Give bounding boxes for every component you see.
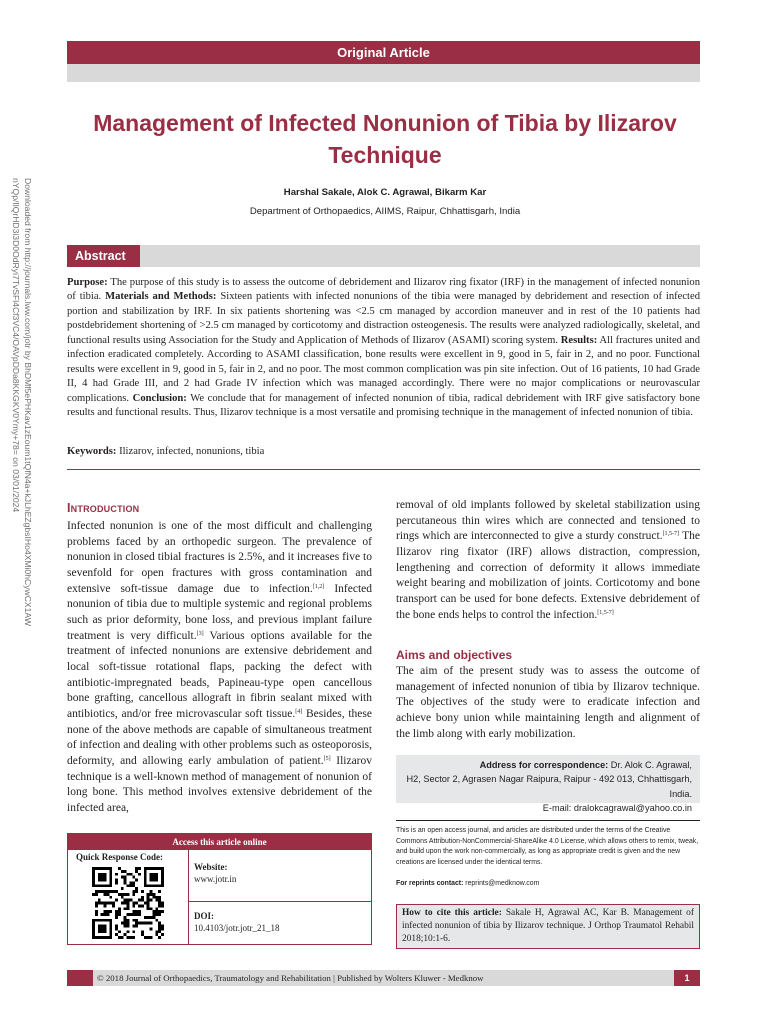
- reprints-label: For reprints contact:: [396, 880, 464, 887]
- watermark-line-2: nYQp/IlQrHD3i3D0OdRyi7TvSFl4Cf3VC4/OAVpDDa8KKGKV0Ymy+78= on 03/01/2024: [11, 178, 21, 513]
- intro-text-6: removal of old implants followed by skeletal stabilization using percutaneous thin wires which are connected and tensioned to rings which are interconnected to give a sturdy construct.: [396, 499, 700, 543]
- correspondence-email[interactable]: E-mail: dralokcagrawal@yahoo.co.in: [542, 803, 692, 814]
- introduction-continued: [396, 498, 700, 623]
- citation-ref: [1,2]: [312, 583, 325, 590]
- intro-text-1: Infected nonunion is one of the most difficult and challenging problems faced by an orthopedic surgeon. The prevalence of nonunion in closed tibial fractures is 2.5%, and it increases five to sevenfold for open fractures with gross contamination and extensive soft-tissue damage due to infection.: [67, 520, 372, 595]
- correspondence-label: Address for correspondence:: [479, 760, 609, 770]
- abstract-heading-band: [67, 245, 700, 267]
- author-list: Harshal Sakale, Alok C. Agrawal, Bikarm Kar: [283, 187, 487, 198]
- intro-text-5: Ilizarov technique is a well-known method of management of nonunion of long bone. This method involves extensive debridement of the infected area,: [67, 754, 373, 814]
- conclusion-text: We conclude that for management of infected nonunion of tibia, radical debridement with IRF give satisfactory bone results and functional results. Thus, Ilizarov technique is a most versatile and promising technique in the management of infected nonunion of tibia.: [67, 392, 700, 419]
- header-band: [67, 64, 700, 82]
- intro-text-3: Various options available for the treatment of infected nonunions are extensive debridement and local soft-tissue rotational flaps, packing the defect with antibiotic-impregnated beads, Papineau-type open cancellous bone grafting, cancellous allograft in fibrin sealant mixed with antibiotics, and/or free microvascular soft tissue.: [67, 629, 372, 720]
- intro-text-7: The Ilizarov ring fixator (IRF) allows distraction, compression, lengthening and correction of deformity it allows immediate weight bearing and mobilization of joints. Corticotomy and bone transport can be used for bone defects. Extensive debridement of the bone ends helps to control the infection.: [396, 530, 700, 621]
- affiliation: Department of Orthopaedics, AIIMS, Raipur, Chhattisgarh, India: [249, 206, 521, 217]
- qr-cell: [68, 850, 189, 944]
- license-text: This is an open access journal, and articles are distributed under the terms of the Creative Commons Attribution-NonCommercial-ShareAlike 4.0 License, which allows others to remix, tweak, and build upon the work non-commercially, as long as appropriate credit is given and the new creations are licensed under the identical terms.: [396, 827, 699, 866]
- correspondence-box: [396, 755, 700, 814]
- keywords-text: Ilizarov, infected, nonunions, tibia: [116, 446, 265, 457]
- access-heading: Access this article online: [68, 834, 371, 850]
- keywords-divider: [67, 469, 700, 470]
- correspondence-name: Dr. Alok C. Agrawal,: [608, 760, 692, 770]
- footer-bar: [67, 970, 700, 986]
- doi-link[interactable]: 10.4103/jotr.jotr_21_18: [194, 923, 280, 933]
- correspondence-address: H2, Sector 2, Agrasen Nagar Raipura, Raipur - 492 013, Chhattisgarh, India.: [406, 774, 692, 799]
- aims-heading: Aims and objectives: [396, 648, 513, 662]
- footer-copyright: © 2018 Journal of Orthopaedics, Traumatology and Rehabilitation | Published by Wolters Kluwer - Medknow: [97, 973, 484, 983]
- keywords: [67, 445, 700, 459]
- citation-ref: [5]: [323, 755, 331, 762]
- footer-accent: [67, 970, 93, 986]
- access-divider: [188, 901, 371, 902]
- access-online-box: [67, 833, 372, 945]
- citation-ref: [1,5-7]: [662, 531, 680, 538]
- abstract-text: [67, 276, 700, 421]
- watermark-line-1: Downloaded from http://journals.lww.com/jotr by BhDMf5ePHKav1zEoum1tQfN4a+kJLhEZgbsIHo4XMi0hCywCX1AW: [23, 178, 33, 626]
- article-title: Management of Infected Nonunion of Tibia by Ilizarov Technique: [93, 110, 677, 168]
- methods-text: Sixteen patients with infected nonunions of the tibia were managed by debridement and resection of infected portion and stabilization by IRF. In six patients shortening was <2.5 cm managed by accordion maneuver and in rest of the 10 patients had postdebridement shortening of >2.5 cm managed by corticotomy and distraction osteogenesis. The results were analyzed radiologically, skeletal, and functional results using Association for the Study and Application of Methods of Ilizarov (ASAMI) scoring system.: [67, 291, 701, 346]
- conclusion-label: Conclusion:: [132, 392, 187, 404]
- website-link[interactable]: www.jotr.in: [194, 874, 237, 884]
- cite-label: How to cite this article:: [402, 908, 502, 918]
- citation-box: [396, 904, 700, 949]
- download-watermark: [10, 178, 34, 868]
- article-type-banner: Original Article: [67, 41, 700, 64]
- doi-label: DOI:: [194, 911, 214, 921]
- purpose-label: Purpose:: [67, 277, 108, 288]
- qr-label: Quick Response Code:: [76, 852, 164, 862]
- citation-ref: [1,5-7]: [597, 609, 614, 616]
- results-text: All fractures united and infection eradicated completely. According to ASAMI classification, bone results were excellent in 9, good in 5, fair in 2, and no poor. Functional results were excellent in 9, good in 5, fair in 2, and no poor. The most common complication was pin site infection. Out of 16 patients, 10 had Grade II, 4 had Grade III, and 2 had Grade IV infection which was managed accordingly. There were no major complications or neurovascular complications.: [67, 334, 700, 404]
- purpose-text: The purpose of this study is to assess the outcome of debridement and Ilizarov ring fixator (IRF) in the management of infected nonunion of tibia.: [67, 277, 700, 303]
- citation-ref: [4]: [295, 708, 303, 715]
- website-label: Website:: [194, 862, 228, 872]
- methods-label: Materials and Methods:: [105, 291, 217, 303]
- abstract-heading: Abstract: [67, 245, 140, 267]
- reprints-email[interactable]: reprints@medknow.com: [463, 880, 540, 887]
- introduction-heading: Introduction: [67, 501, 140, 515]
- citation-ref: [3]: [196, 630, 204, 637]
- results-label: Results:: [560, 334, 598, 346]
- aims-paragraph: The aim of the present study was to assess the outcome of management of infected nonunion of tibia by Ilizarov technique. The objectives of the study were to eradicate infection and achieve bony union while maintaining length and alignment of the limb along with early mobilization.: [396, 665, 700, 740]
- introduction-paragraph: [67, 519, 372, 816]
- keywords-label: Keywords:: [67, 446, 117, 457]
- license-divider: [396, 820, 700, 821]
- reprints-contact: [396, 879, 700, 889]
- intro-text-2: Infected nonunion of tibia due to multiple systemic and regional problems such as prior deformity, bone loss, and previous implant failure treatment is very difficult.: [67, 582, 372, 642]
- page-number: 1: [674, 970, 700, 986]
- cite-text: Sakale H, Agrawal AC, Kar B. Management of infected nonunion of tibia by Ilizarov technique. J Orthop Traumatol Rehabil 2018;10:1-6.: [402, 908, 694, 944]
- qr-code-icon[interactable]: [92, 867, 164, 939]
- intro-text-4: Besides, these none of the above methods are capable of simultaneous treatment of infection and dealing with other problems such as osteoporosis, deformity, and allowing early ambulation of patient.: [67, 707, 372, 767]
